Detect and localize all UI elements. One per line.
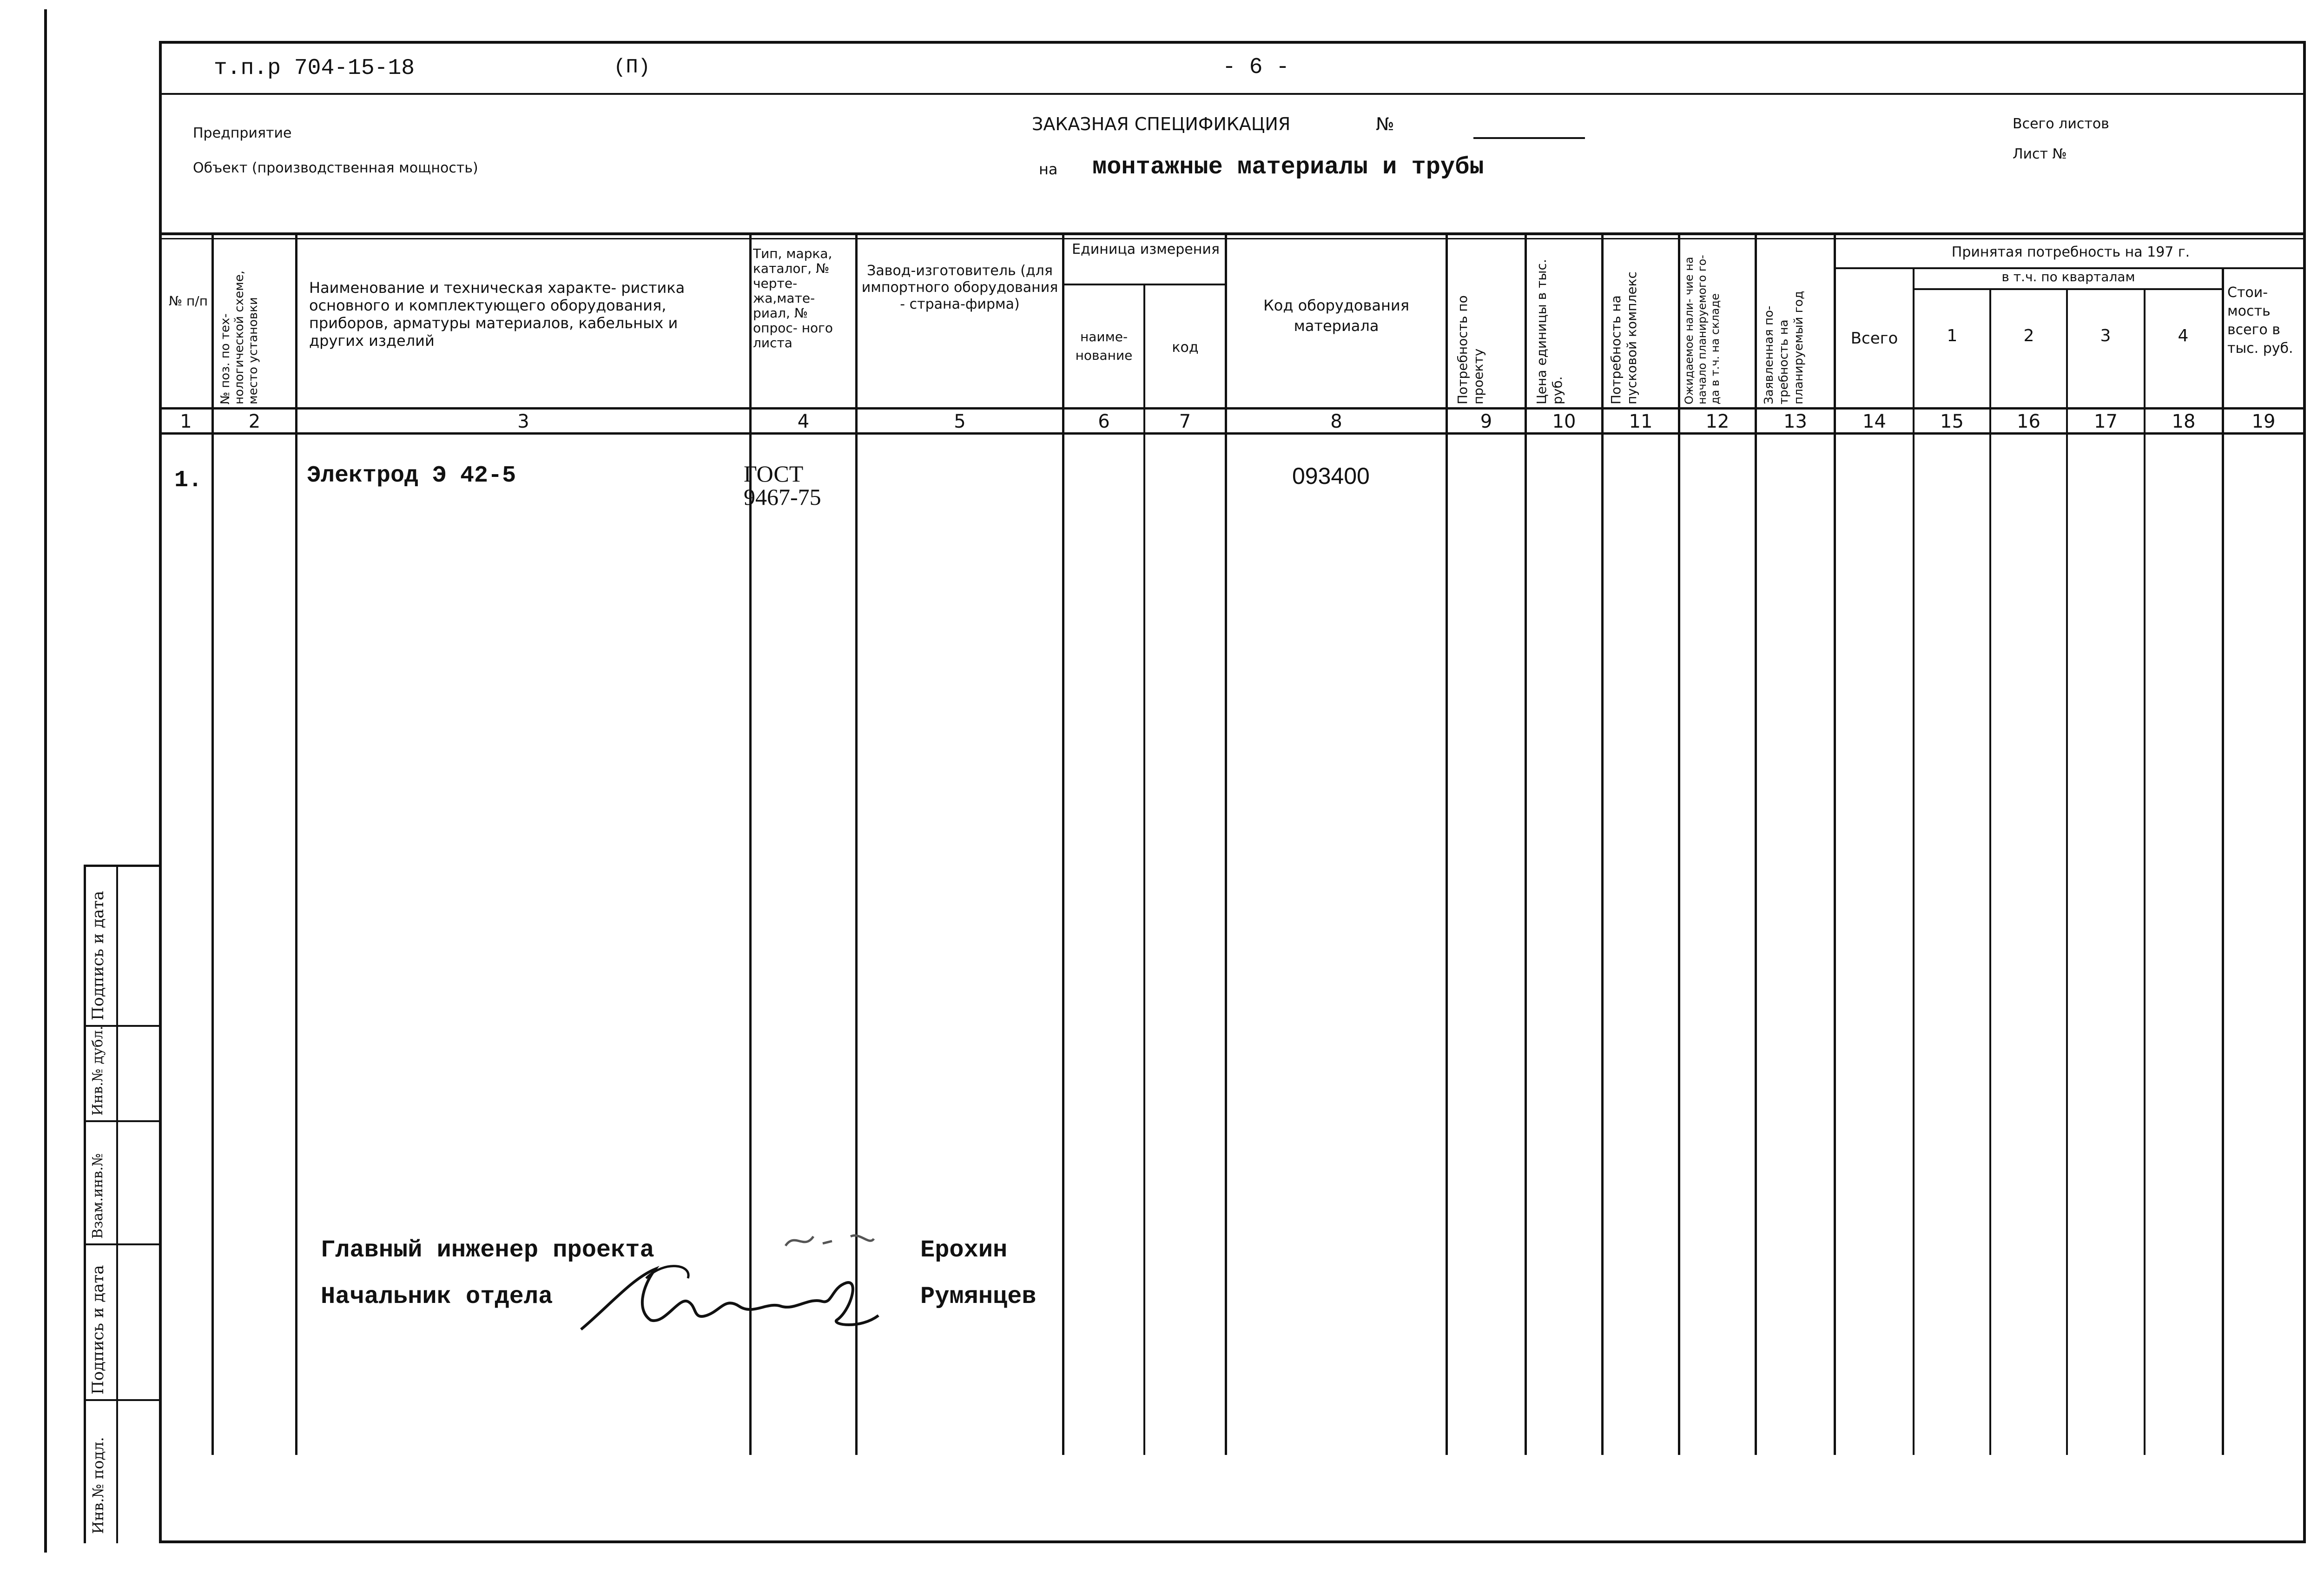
col-div-6 [1143, 284, 1145, 1455]
colnum-19: 19 [2251, 411, 2276, 432]
colnum-6: 6 [1098, 411, 1110, 432]
header-bottom-rule [160, 407, 2305, 410]
stamp-field-inv-duplicate: Инв.№ дубл. [90, 1025, 106, 1116]
col-header-11: Потребность на пусковой комплекс [1608, 271, 1639, 404]
colnum-8: 8 [1330, 411, 1342, 432]
table-top-rule-2 [160, 238, 2305, 239]
spec-no-underline [1473, 137, 1585, 139]
col-header-14: Всего [1850, 329, 1898, 348]
frame-left [159, 41, 162, 1543]
colnum-2: 2 [248, 411, 261, 432]
left-margin-rule [44, 9, 47, 1553]
stamp-field-signature-date-1: Подпись и дата [89, 891, 107, 1020]
stamp-field-inv-original: Инв.№ подл. [89, 1437, 107, 1534]
col-header-12: Ожидаемое нали- чие на начало планируемого го- да в т.ч. на складе [1683, 255, 1722, 404]
chief-engineer-label: Главный инженер проекта [321, 1236, 654, 1264]
stamp-div-4 [84, 1399, 160, 1401]
col-header-16: 2 [2023, 326, 2034, 345]
col-div-16 [2066, 288, 2068, 1455]
frame-right [2303, 41, 2306, 1543]
dept-head-name: Румянцев [920, 1283, 1037, 1310]
colnum-7: 7 [1179, 411, 1191, 432]
doc-code: т.п.р 704-15-18 [214, 56, 415, 81]
object-label: Объект (производственная мощность) [193, 160, 478, 176]
quarters-group-rule [1913, 288, 2224, 290]
col-header-quarters-group: в т.ч. по кварталам [2001, 269, 2135, 284]
col-header-7: код [1172, 339, 1199, 356]
table-top-rule [160, 232, 2305, 235]
colnum-14: 14 [1862, 411, 1886, 432]
row-type-line2: 9467-75 [744, 484, 821, 510]
colnum-12: 12 [1705, 411, 1730, 432]
header-strip-rule [160, 93, 2305, 95]
col-header-9: Потребность по проекту [1455, 295, 1486, 404]
colnum-4: 4 [797, 411, 810, 432]
colnum-3: 3 [517, 411, 529, 432]
dept-head-label: Начальник отдела [321, 1283, 553, 1310]
stamp-field-replaced-inv: Взам.инв.№ [90, 1153, 106, 1239]
col-header-3: Наименование и техническая характе- ристика основного и комплектующего оборудования, приборов, арматуры материалов, кабельных и других изделий [309, 279, 685, 350]
page-number: - 6 - [1222, 55, 1290, 80]
doc-mark: (П) [614, 56, 651, 79]
row-number: 1. [174, 467, 203, 494]
frame-top [160, 41, 2305, 44]
col-div-14 [1913, 267, 1915, 1455]
colnum-11: 11 [1629, 411, 1653, 432]
col-header-5: Завод-изготовитель (для импортного оборудования - страна-фирма) [861, 263, 1058, 312]
colnum-5: 5 [954, 411, 966, 432]
chief-engineer-name: Ерохин [920, 1236, 1008, 1264]
colnum-17: 17 [2094, 411, 2118, 432]
col-div-18 [2222, 267, 2224, 1455]
on-label: на [1039, 160, 1058, 178]
col-header-2: № поз. по тех- нологической схеме, место установки [218, 271, 260, 404]
col-header-1: № п/п [168, 293, 208, 309]
col-header-accepted-group: Принятая потребность на 197 г. [1951, 244, 2190, 260]
spec-title: ЗАКАЗНАЯ СПЕЦИФИКАЦИЯ [1032, 114, 1291, 134]
colnum-13: 13 [1783, 411, 1807, 432]
colnum-15: 15 [1940, 411, 1964, 432]
frame-bottom [160, 1540, 2305, 1543]
total-sheets-label: Всего листов [2013, 116, 2109, 132]
colnum-bottom-rule [160, 432, 2305, 435]
col-div-15 [1989, 288, 1991, 1455]
enterprise-label: Предприятие [193, 125, 292, 141]
col-header-8: Код оборудования материала [1263, 297, 1409, 335]
unit-group-rule [1062, 284, 1227, 285]
colnum-1: 1 [180, 411, 192, 432]
col-header-10: Цена единицы в тыс. руб. [1534, 259, 1565, 404]
stamp-top [84, 865, 160, 867]
col-header-13: Заявленная по- требность на планируемый год [1762, 291, 1806, 404]
col-header-unit-group: Единица измерения [1072, 241, 1220, 258]
col-div-17 [2144, 288, 2146, 1455]
row-material-code: 093400 [1292, 463, 1370, 489]
col-header-19: Стои- мость всего в тыс. руб. [2227, 284, 2293, 357]
col-header-6: наиме- нование [1075, 329, 1133, 363]
spec-subject: монтажные материалы и трубы [1092, 153, 1484, 181]
stamp-div-2 [84, 1120, 160, 1122]
sheet-no-label: Лист № [2013, 146, 2067, 162]
spec-no-label: № [1376, 114, 1394, 134]
colnum-10: 10 [1552, 411, 1576, 432]
stamp-outer-left [84, 865, 86, 1543]
col-header-4: Тип, марка, каталог, № черте- жа,мате- риал, № опрос- ного листа [753, 246, 833, 350]
row-item-name: Электрод Э 42-5 [307, 463, 516, 489]
stamp-div-3 [84, 1243, 160, 1245]
col-header-17: 3 [2100, 326, 2111, 345]
colnum-9: 9 [1480, 411, 1492, 432]
colnum-16: 16 [2017, 411, 2040, 432]
stamp-inner-left [116, 865, 118, 1543]
col-header-18: 4 [2178, 326, 2189, 345]
stamp-field-signature-date-2: Подпись и дата [89, 1265, 107, 1395]
col-header-15: 1 [1947, 326, 1958, 345]
dept-head-signature [572, 1250, 906, 1343]
colnum-18: 18 [2172, 411, 2196, 432]
row-type-line1: ГОСТ [744, 461, 804, 487]
